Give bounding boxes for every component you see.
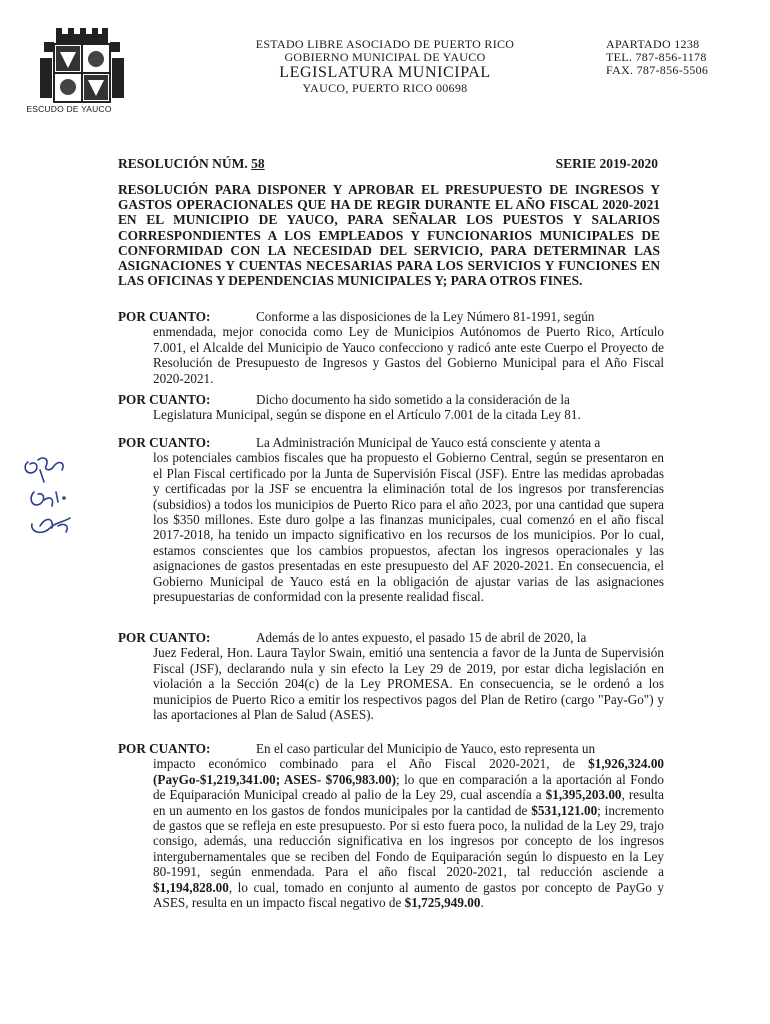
increase-amount: $531,121.00	[531, 802, 598, 818]
letterhead	[210, 38, 560, 95]
clause-2	[118, 392, 664, 423]
clause-lead: Además de lo antes expuesto, el pasado 15 de abril de 2020, la	[256, 630, 587, 645]
clause-1	[118, 309, 664, 386]
letterhead-title: LEGISLATURA MUNICIPAL	[279, 64, 491, 81]
resolution-number-line	[118, 156, 658, 174]
apartado: APARTADO 1238	[606, 37, 700, 51]
crest-caption: ESCUDO DE YAUCO	[26, 104, 112, 114]
clause-label: POR CUANTO:	[118, 741, 211, 756]
clause-label: POR CUANTO:	[118, 435, 211, 450]
clause-body: Legislatura Municipal, según se dispone en el Artículo 7.001 de la citada Ley 81.	[153, 407, 581, 423]
clause-lead: La Administración Municipal de Yauco está consciente y atenta a	[256, 435, 601, 450]
fax: FAX. 787-856-5506	[606, 63, 709, 77]
clause-lead: Conforme a las disposiciones de la Ley Número 81-1991, según	[256, 309, 595, 324]
clause-body: enmendada, mejor conocida como Ley de Municipios Autónomos de Puerto Rico, Artículo 7.001, el Alcalde del Municipio de Yauco confecciono y radicó ante este Cuerpo el Proyecto de Resolución de Presupuesto de Ingresos y Gastos del Gobierno Municipal para el Año Fiscal 2020-2021.	[153, 324, 664, 386]
clause-label: POR CUANTO:	[118, 630, 211, 645]
clause-text: .	[480, 895, 484, 911]
handwritten-initials-icon	[20, 452, 100, 547]
escudo-de-yauco-crest-icon	[40, 28, 124, 108]
telephone: TEL. 787-856-1178	[606, 50, 707, 64]
clause-lead: Dicho documento ha sido sometido a la consideración de la	[256, 392, 570, 407]
contact-block	[606, 38, 766, 77]
equiparacion-amount: $1,395,203.00	[545, 787, 622, 803]
clause-text: ; incremento de gastos que se refleja en este presupuesto. Por si esto fuera poco, la nulidad de la Ley 29, trajo consigo, además, una reducción significativa en los ingresos por concepto de los ingresos intergubernamentales que se reciben del Fondo de Equiparación según lo dispuesto en la Ley 80-1991, según enmendada. Para el año fiscal 2020-2021, tal reducción asciende a	[153, 802, 664, 880]
clause-5	[118, 741, 664, 910]
clause-3	[118, 435, 664, 604]
letterhead-line1: ESTADO LIBRE ASOCIADO DE PUERTO RICO	[255, 37, 515, 51]
resolution-prefix: RESOLUCIÓN NÚM.	[118, 156, 252, 171]
clause-text: impacto económico combinado para el Año Fiscal 2020-2021, de	[153, 756, 589, 772]
resolution-number: 58	[251, 156, 265, 171]
clause-body	[118, 756, 664, 910]
clause-text: ; lo que en comparación a la aportación al Fondo de Equiparación Municipal creado al palio de la Ley 29, cual ascendía a	[153, 771, 664, 803]
clause-label: POR CUANTO:	[118, 309, 211, 324]
reduction-amount: $1,194,828.00	[153, 879, 229, 895]
clause-4	[118, 630, 664, 722]
clause-label: POR CUANTO:	[118, 392, 211, 407]
clause-body: los potenciales cambios fiscales que ha propuesto el Gobierno Central, según se presentaron en el Plan Fiscal certificado por la Junta de Supervisión Fiscal (JSF). Entre las medidas aprobadas y certificadas por la JSF se encuentra la eliminación total de los ingresos por transferencias (subsidios) a todos los municipios de Puerto Rico para el año 2023, por una cantidad que supera los $350 millones. Este duro golpe a las finanzas municipales, cual comenzó en el año fiscal 2017-2018, ha tenido un impacto significativo en los recursos de los municipios. Por lo cual, estamos conscientes que los cambios propuestos, afectan los ingresos operacionales y las asignaciones de gastos presentadas en este presupuesto del AF 2020-2021. En consecuencia, el Gobierno Municipal de Yauco está en la obligación de ajustar varias de las asignaciones presupuestarias de conformidad con la presente realidad fiscal.	[153, 450, 664, 605]
letterhead-line2: GOBIERNO MUNICIPAL DE YAUCO	[284, 50, 486, 64]
clause-lead: En el caso particular del Municipio de Yauco, esto representa un	[256, 741, 596, 756]
resolution-title: RESOLUCIÓN PARA DISPONER Y APROBAR EL PRESUPUESTO DE INGRESOS Y GASTOS OPERACIONALES QUE HA DE REGIR DURANTE EL AÑO FISCAL 2020-2021 EN EL MUNICIPIO DE YAUCO, PARA SEÑALAR LOS PUESTOS Y SALARIOS CORRESPONDIENTES A LOS EMPLEADOS Y FUNCIONARIOS MUNICIPALES DE CONFORMIDAD CON LA NECESIDAD DEL SERVICIO, PARA DETERMINAR LAS ASIGNACIONES Y CUENTAS NECESARIAS PARA LOS SERVICIOS Y FUNCIONES EN LAS OFICINAS Y DEPENDENCIAS MUNICIPALES Y; PARA OTROS FINES.	[118, 182, 660, 289]
clause-text: , resulta en un aumento en los gastos de fondos municipales por la cantidad de	[153, 787, 664, 818]
letterhead-address: YAUCO, PUERTO RICO 00698	[302, 81, 468, 95]
resolution-serie: SERIE 2019-2020	[555, 156, 658, 171]
clause-body: Juez Federal, Hon. Laura Taylor Swain, emitió una sentencia a favor de la Junta de Supervisión Fiscal (JSF), declarando nula y sin efecto la Ley 29 de 2019, por estar dicha legislación en violación a la Sección 204(c) de la Ley PROMESA. En consecuencia, se le ordenó a los municipios de Puerto Rico a emitir los respectivos pagos del Plan de Retiro (cargo "Pay-Go") y las aportaciones al Plan de Salud (ASES).	[153, 645, 664, 723]
negative-impact-amount: $1,725,949.00	[404, 895, 481, 911]
combined-impact-amount: $1,926,324.00 (PayGo-$1,219,341.00; ASES- $706,983.00)	[153, 756, 664, 787]
clause-text: , lo cual, tomado en conjunto al aumento de gastos por concepto de PayGo y ASES, resulta en un impacto fiscal negativo de	[153, 879, 664, 911]
